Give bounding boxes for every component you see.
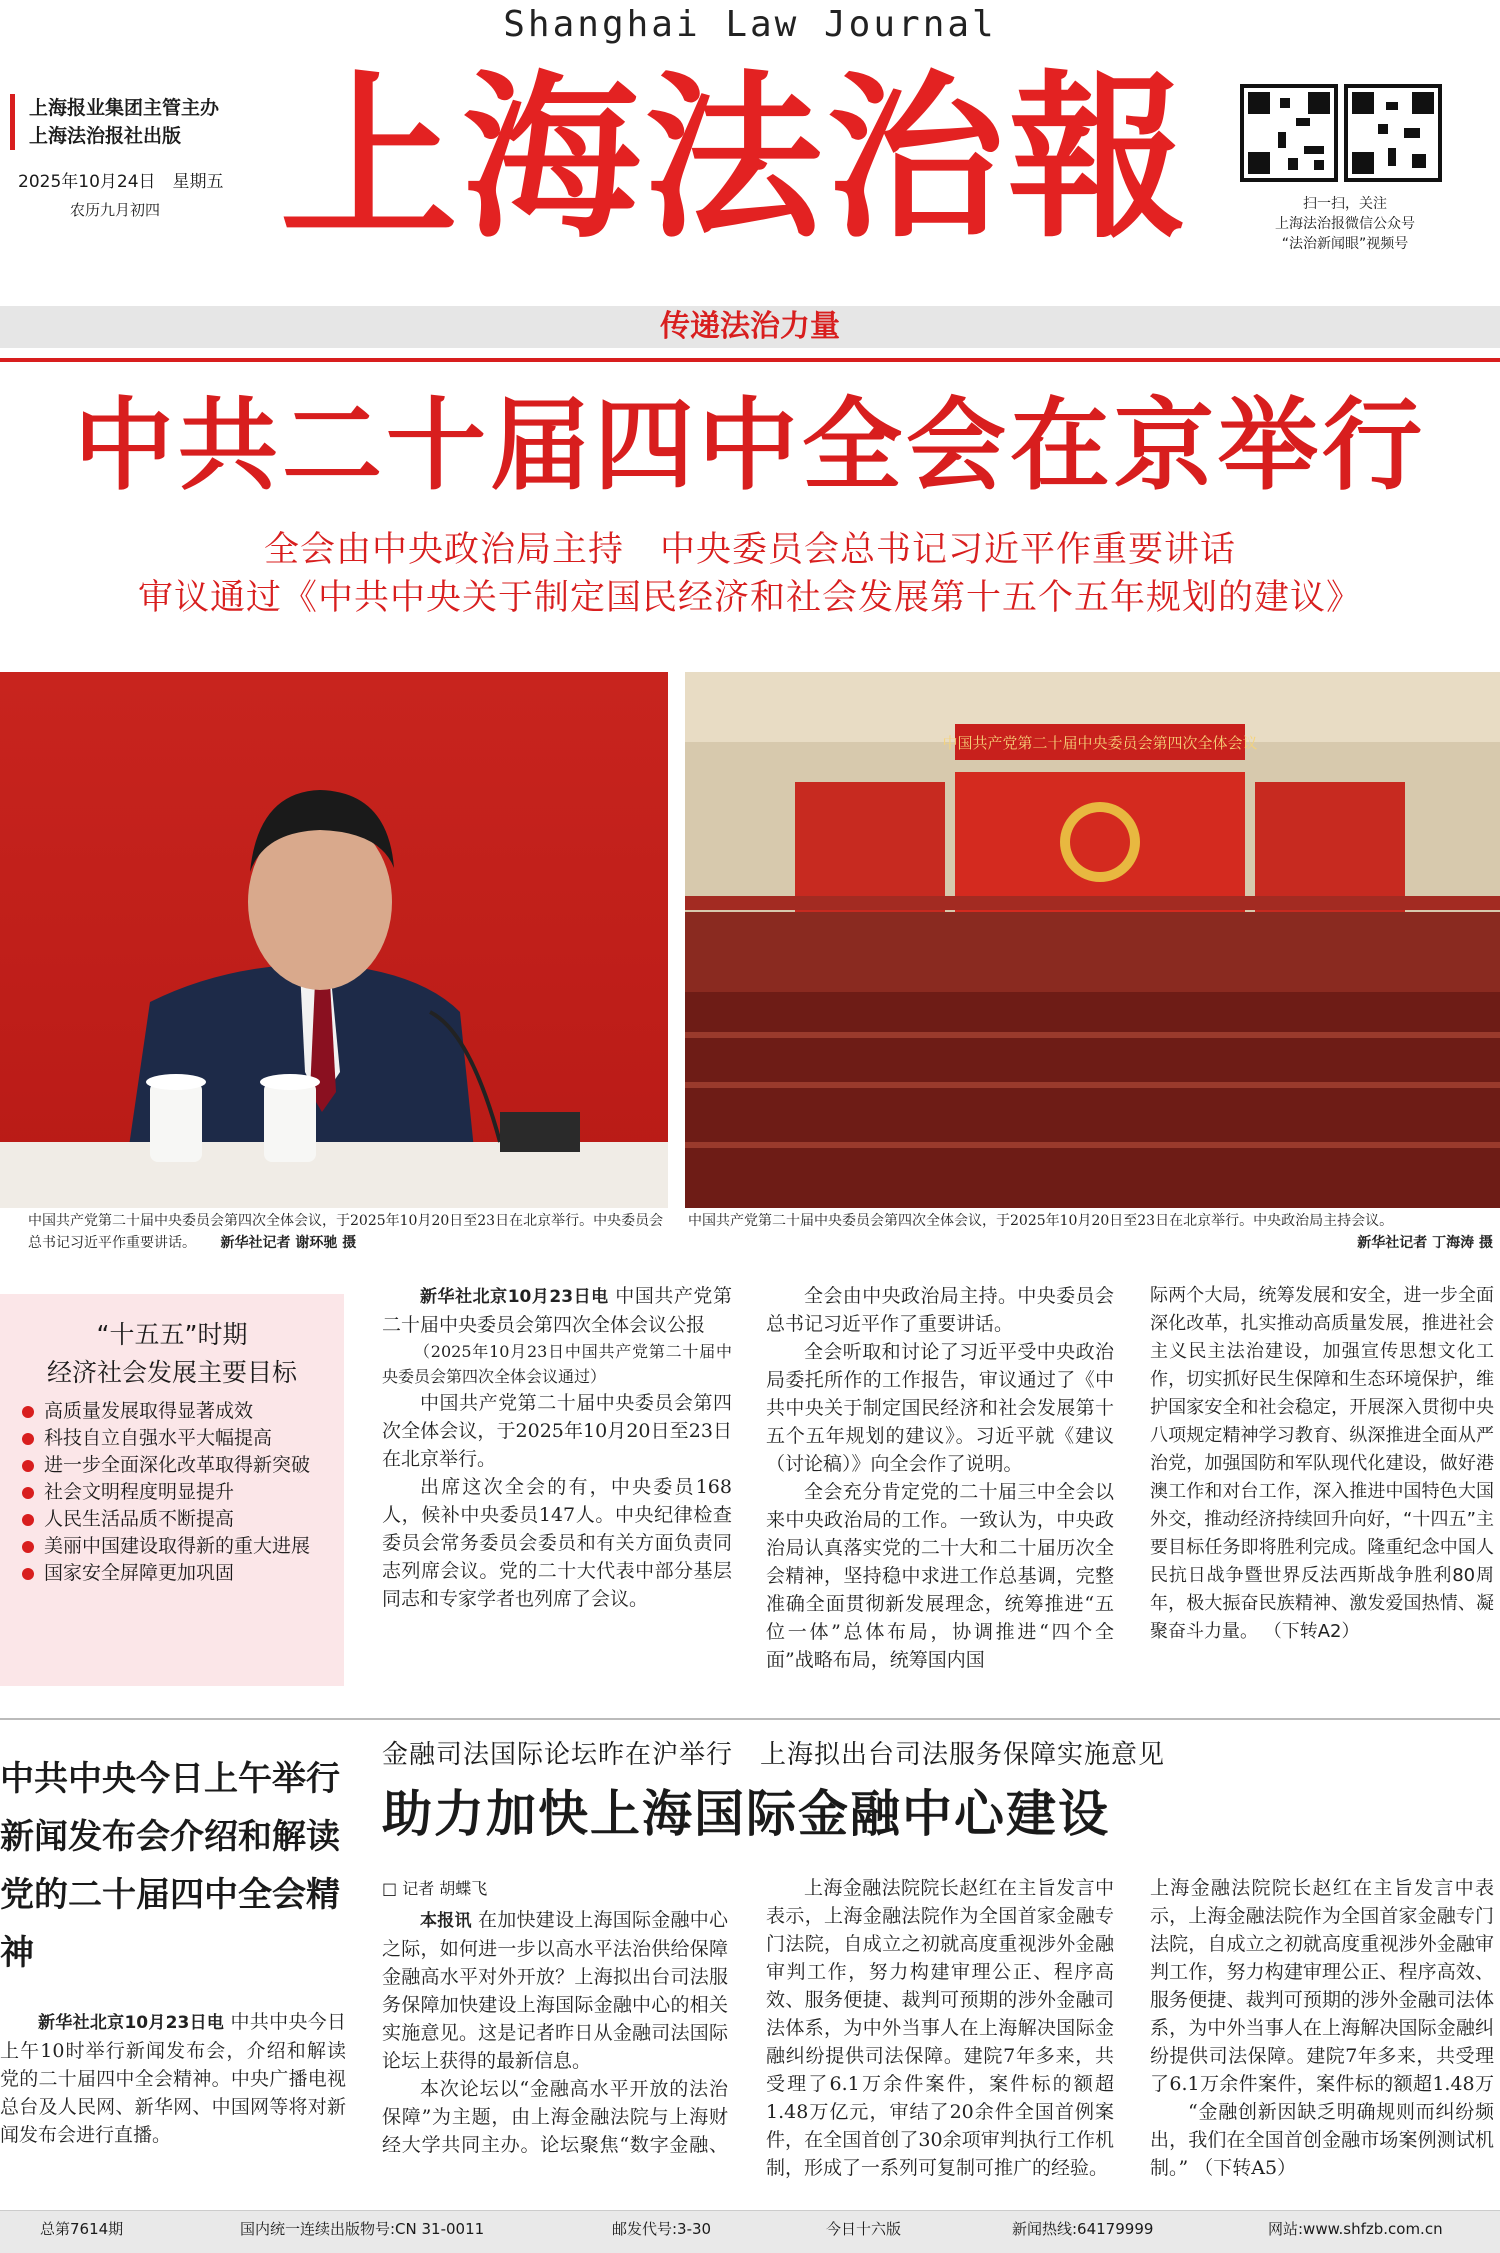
- article-text: 际两个大局，统筹发展和安全，进一步全面深化改革，扎实推动高质量发展，推进社会主义民主法治建设，加强宣传思想文化工作，切实抓好民生保障和生态环境保护，维护国家安全和社会稳定，开展深入贯彻中央八项规定精神学习教育、纵深推进全面从严治党，加强国防和军队现代化建设，做好港澳工作和对台工作，深入推进中国特色大国外交，推动经济持续回升向好，“十四五”主要目标任务即将胜利完成。隆重纪念中国人民抗日战争暨世界反法西斯战争胜利80周年，极大振奋民族精神、激发爱国热情、凝聚奋斗力量。: [1150, 1285, 1494, 1642]
- story-body: [0, 2008, 346, 2149]
- article-column: [766, 1874, 1114, 2182]
- article-headline[interactable]: 助力加快上海国际金融中心建设: [382, 1784, 1110, 1843]
- photo-caption: [28, 1210, 668, 1254]
- slogan: 传递法治力量: [660, 309, 840, 344]
- qr-caption-line: 扫一扫，关注: [1303, 196, 1387, 212]
- article-column: [382, 1906, 728, 2159]
- news-hotline: 新闻热线:64179999: [1012, 2220, 1154, 2238]
- jump-link[interactable]: （下转A2）: [1263, 1621, 1360, 1642]
- dateline: 新华社北京10月23日电: [420, 1287, 609, 1307]
- goals-title: [0, 1316, 344, 1392]
- photo-caption: [688, 1210, 1493, 1254]
- goal-item: 社会文明程度明显提升: [18, 1479, 338, 1506]
- speaker-photo-art: [0, 672, 668, 1208]
- lunar-date: 农历九月初四: [70, 201, 161, 219]
- qr-caption-line: “法治新闻眼”视频号: [1281, 236, 1409, 252]
- article-column: [766, 1282, 1114, 1674]
- article-text: 在加快建设上海国际金融中心之际，如何进一步以高水平法治供给保障金融高水平对外开放？上海拟出台司法服务保障加快建设上海国际金融中心的相关实施意见。这是记者昨日从金融司法国际论坛上获得的最新信息。: [382, 1909, 729, 2072]
- wechat-qr-code[interactable]: [1240, 84, 1338, 182]
- qr-area: [1240, 84, 1470, 254]
- goal-item: 高质量发展取得显著成效: [18, 1398, 338, 1425]
- article-text: 全会由中央政治局主持。中央委员会总书记习近平作了重要讲话。: [766, 1285, 1114, 1335]
- story-headline[interactable]: 中共中央今日上午举行新闻发布会介绍和解读党的二十届四中全会精神: [0, 1759, 340, 1973]
- goal-item: 美丽中国建设取得新的重大进展: [18, 1533, 338, 1560]
- sponsor-info: [10, 94, 219, 150]
- caption-text: 中国共产党第二十届中央委员会第四次全体会议，于2025年10月20日至23日在北京举行。中央委员会总书记习近平作重要讲话。: [28, 1213, 664, 1251]
- sponsor-line: 上海报业集团主管主办: [29, 97, 220, 119]
- article-text: 出席这次全会的有，中央委员168人，候补中央委员147人。中央纪律检查委员会常务委员会委员和有关方面负责同志列席会议。党的二十大代表中部分基层同志和专家学者也列席了会议。: [382, 1476, 732, 1610]
- date-block: [18, 168, 224, 224]
- divider: [0, 1718, 1500, 1720]
- issue-number: 总第7614期: [40, 2220, 124, 2238]
- qr-caption-line: 上海法治报微信公众号: [1275, 216, 1415, 232]
- article-kicker: 金融司法国际论坛昨在沪举行 上海拟出台司法服务保障实施意见: [382, 1740, 1166, 1770]
- article-text: 上海金融法院院长赵红在主旨发言中表示，上海金融法院作为全国首家金融专门法院，自成立之初就高度重视涉外金融审判工作，努力构建审理公正、程序高效、服务便捷、裁判可预期的涉外金融司法体系，为中外当事人在上海解决国际金融纠纷提供司法保障。建院7年多来，共受理了6.1万余件案件，案件标的额超1.48万亿元，审结了20余件全国首例案件，在全国首创了30余项审判执行工作机制，形成了一系列可复制可推广的经验。: [766, 1877, 1114, 2179]
- article-text: 中国共产党第二十届中央委员会第四次全体会议公报: [382, 1285, 732, 1336]
- website-link[interactable]: 网站:www.shfzb.com.cn: [1268, 2220, 1443, 2238]
- article-text: 全会听取和讨论了习近平受中央政治局委托所作的工作报告，审议通过了《中共中央关于制定国民经济和社会发展第十五个五年规划的建议》。习近平就《建议（讨论稿）》向全会作了说明。: [766, 1341, 1114, 1475]
- article-text: 本次论坛以“金融高水平开放的法治保障”为主题，由上海金融法院与上海财经大学共同主办。论坛聚焦“数字金融、: [382, 2078, 728, 2156]
- lead-label: 本报讯: [420, 1911, 472, 1931]
- dateline: 新华社北京10月23日电: [38, 2013, 225, 2033]
- plenary-hall-photo[interactable]: [685, 672, 1500, 1208]
- article-column: [1150, 1282, 1494, 1646]
- goal-item: 国家安全屏障更加巩固: [18, 1560, 338, 1587]
- video-qr-code[interactable]: [1344, 84, 1442, 182]
- divider: [0, 358, 1500, 362]
- lead-subhead: 审议通过《中共中央关于制定国民经济和社会发展第十五个五年规划的建议》: [137, 578, 1362, 618]
- goal-item: 人民生活品质不断提高: [18, 1506, 338, 1533]
- speaker-photo[interactable]: [0, 672, 668, 1208]
- photo-credit: 新华社记者 丁海涛 摄: [1357, 1235, 1493, 1251]
- qr-caption: [1240, 194, 1450, 254]
- goal-item: 科技自立自强水平大幅提高: [18, 1425, 338, 1452]
- jump-link[interactable]: （下转A5）: [1194, 2157, 1297, 2179]
- hall-banner-text: 中国共产党第二十届中央委员会第四次全体会议: [942, 734, 1258, 752]
- article-column: [1150, 1874, 1494, 2182]
- article-text: “金融创新因缺乏明确规则而纠纷频出，我们在全国首创金融市场案例测试机制。”: [1150, 2101, 1494, 2179]
- page-count: 今日十六版: [826, 2220, 902, 2238]
- goals-list: [18, 1398, 338, 1587]
- article-text: 全会充分肯定党的二十届三中全会以来中央政治局的工作。一致认为，中央政治局认真落实党的二十大和二十届历次全会精神，坚持稳中求进工作总基调，完整准确全面贯彻新发展理念，统筹推进“五位一体”总体布局，协调推进“四个全面”战略布局，统筹国内国: [766, 1481, 1114, 1671]
- cn-number: 国内统一连续出版物号:CN 31-0011: [240, 2220, 485, 2238]
- lead-headline[interactable]: 中共二十届四中全会在京举行: [74, 386, 1426, 504]
- article-column: [382, 1282, 732, 1613]
- article-text: 中共中央今日上午10时举行新闻发布会，介绍和解读党的二十届四中全会精神。中央广播电视总台及人民网、新华网、中国网等将对新闻发布会进行直播。: [0, 2011, 346, 2146]
- issue-date: 2025年10月24日 星期五: [18, 172, 224, 192]
- goal-item: 进一步全面深化改革取得新突破: [18, 1452, 338, 1479]
- byline: □ 记者 胡蝶飞: [382, 1879, 488, 1898]
- postal-code: 邮发代号:3-30: [612, 2220, 712, 2238]
- goals-title-line: 经济社会发展主要目标: [46, 1358, 297, 1387]
- lead-subhead: 全会由中央政治局主持 中央委员会总书记习近平作重要讲话: [263, 530, 1236, 570]
- plenary-hall-art: [685, 672, 1500, 1208]
- article-text: 中国共产党第二十届中央委员会第四次全体会议，于2025年10月20日至23日在北京举行。: [382, 1392, 732, 1470]
- masthead: 上海法治報: [280, 53, 1190, 262]
- goals-title-line: “十五五”时期: [96, 1320, 248, 1349]
- article-text: 上海金融法院院长赵红在主旨发言中表示，上海金融法院作为全国首家金融专门法院，自成立之初就高度重视涉外金融审判工作，努力构建审理公正、程序高效、服务便捷、裁判可预期的涉外金融司法体系，为中外当事人在上海解决国际金融纠纷提供司法保障。建院7年多来，共受理了6.1万余件案件，案件标的额超1.48万: [1150, 1877, 1494, 2095]
- photo-credit: 新华社记者 谢环驰 摄: [220, 1235, 357, 1251]
- article-note: （2025年10月23日中国共产党第二十届中央委员会第四次全体会议通过）: [382, 1342, 732, 1386]
- english-title: Shanghai Law Journal: [503, 4, 997, 45]
- caption-text: 中国共产党第二十届中央委员会第四次全体会议，于2025年10月20日至23日在北京举行。中央政治局主持会议。: [688, 1213, 1394, 1229]
- publisher-line: 上海法治报社出版: [29, 125, 182, 147]
